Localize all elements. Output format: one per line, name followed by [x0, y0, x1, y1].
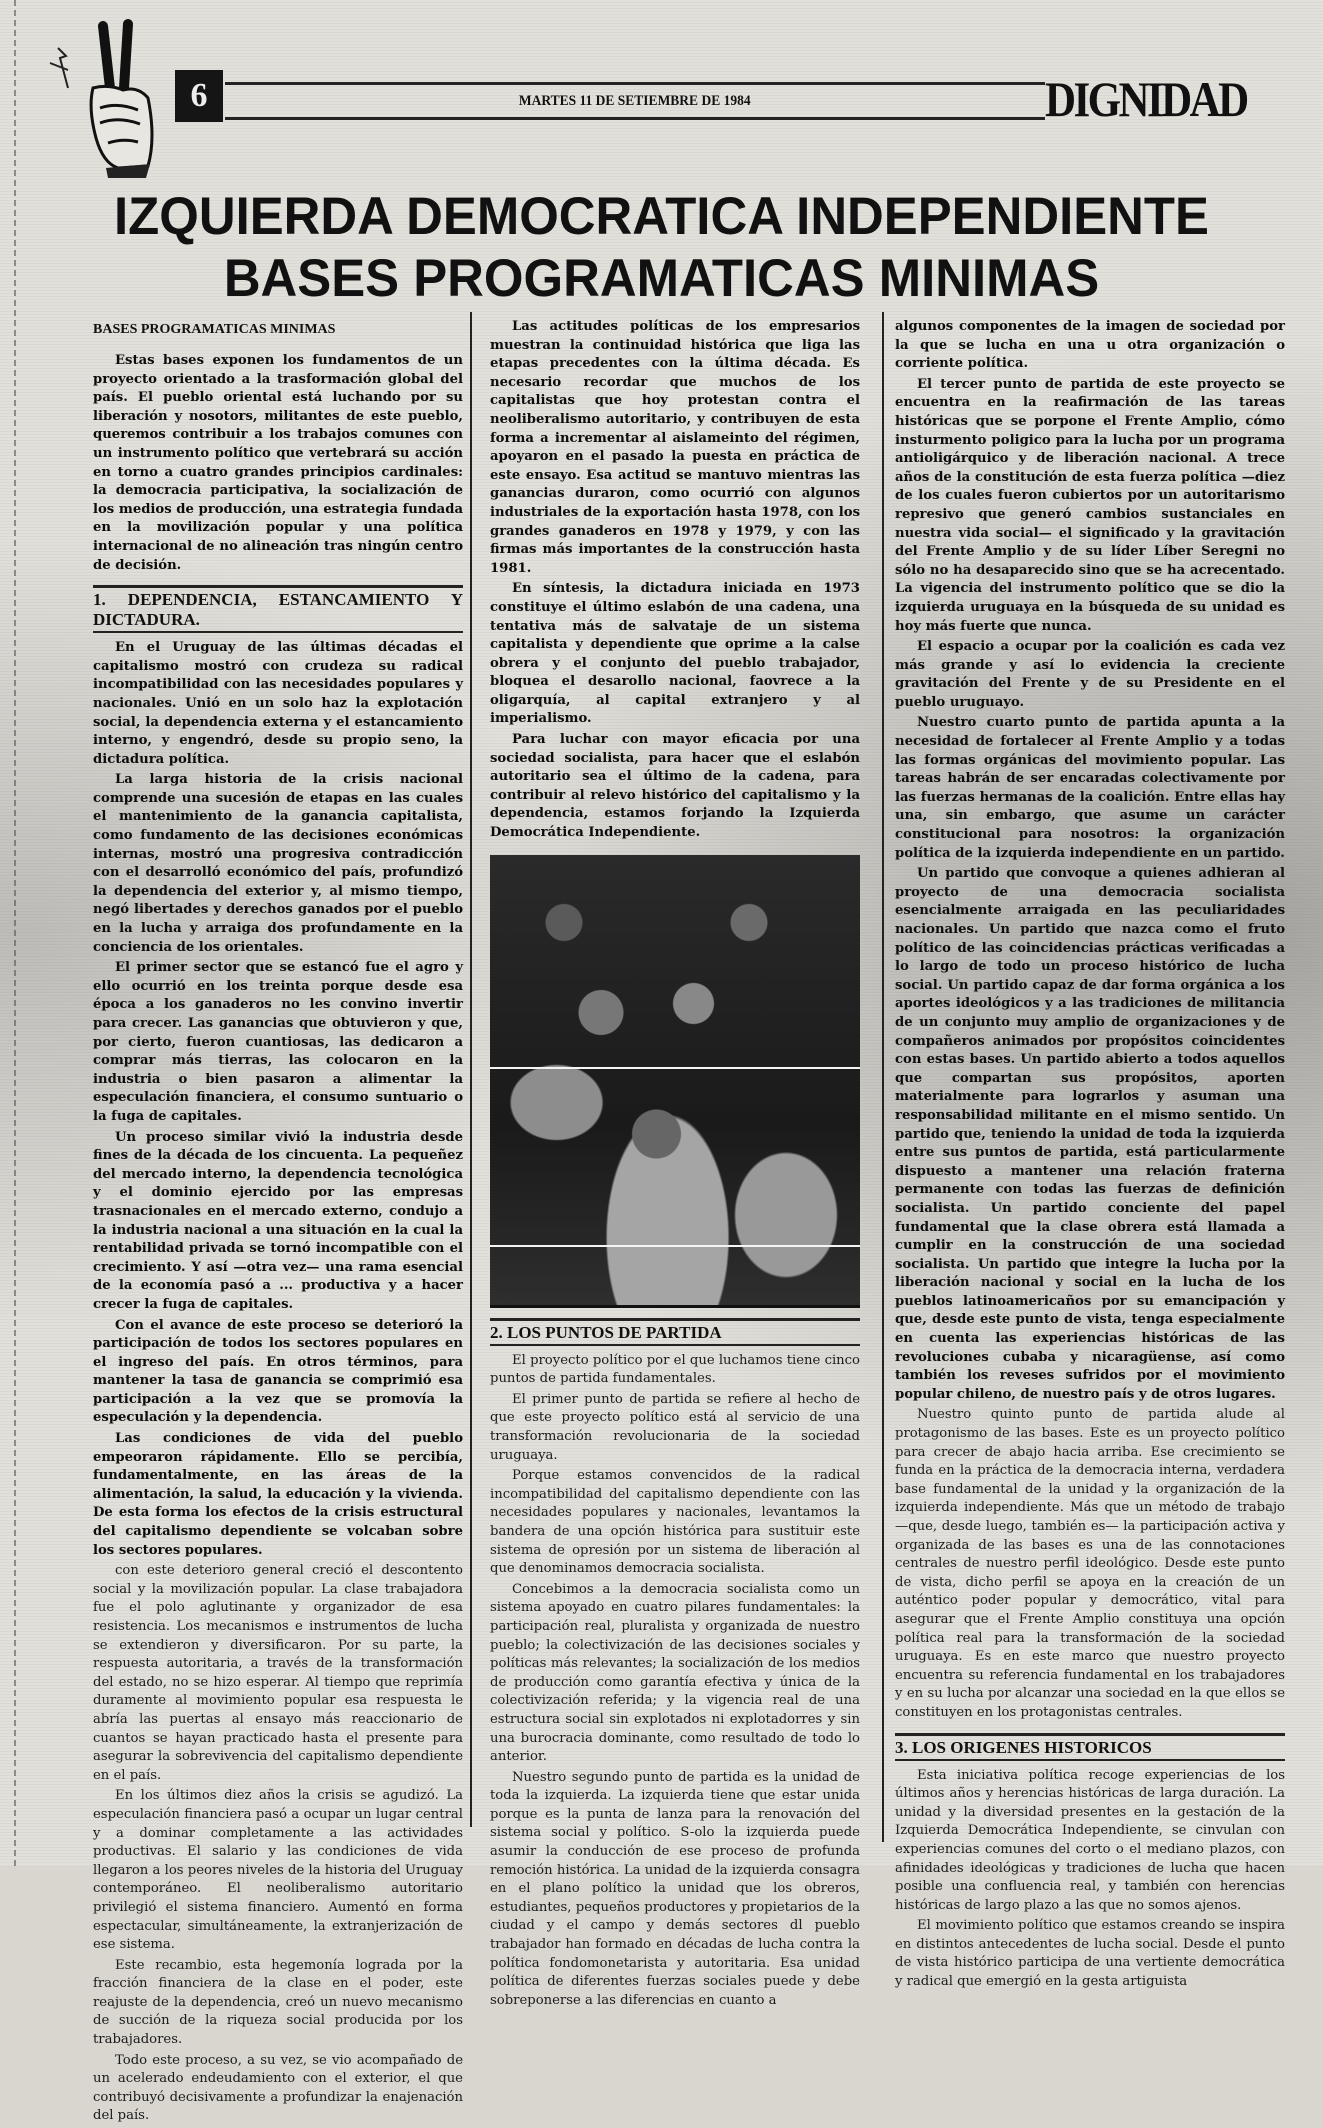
- page-number: 6: [175, 70, 223, 122]
- paragraph: Nuestro cuarto punto de partida apunta a la necesidad de fortalecer al Frente Amplio y a todas las formas orgánicas del movimiento popular. Las tareas habrán de ser encaradas colectivamente por las fuerzas hermanas de la coalición. Entre ellas hay una, sin embargo, que asume un carácter constitucional para nosotros: la organización política de la izquierda independiente en un partido.: [895, 715, 1285, 861]
- paragraph: Todo este proceso, a su vez, se vio acompañado de un acelerado endeudamiento con el exterior, el que contribuyó decisivamente a profundizar la enajenación del país.: [93, 2052, 463, 2124]
- paragraph: Esta iniciativa política recoge experiencias de los últimos años y herencias históricas de larga duración. La unidad y la diversidad presentes en la gestación de la Izquierda Democrática Independiente, se cinvulan con experiencias comunes del corto o el mediano plazos, con afinidades ideológicas y tradiciones de lucha que hacen posible una confluencia real, y también con herencias históricas de largo plazo a las que no somos ajenos.: [895, 1767, 1285, 1913]
- headline-line-1: IZQUIERDA DEMOCRATICA INDEPENDIENTE: [114, 187, 1209, 246]
- paragraph: El primer punto de partida se refiere al hecho de que este proyecto político está al servicio de una transformación revolucionaria de la sociedad uruguaya.: [490, 1391, 860, 1463]
- scan-artifact: [490, 1245, 860, 1247]
- paragraph: El proyecto político por el que luchamos tiene cinco puntos de partida fundamentales.: [490, 1352, 860, 1387]
- article-column-2: [490, 318, 860, 2012]
- paragraph: Un proceso similar vivió la industria desde fines de la década de los cincuenta. La pequeñez del mercado interno, la dependencia tecnológica y el dominio ejercido por las empresas trasnacionales en el mercado externo, condujo a la industria nacional a una situación en la cual la rentabilidad privada se tornó incompatible con el crecimiento. Y así —otra vez— una rama esencial de la economía pasó a ... productiva y a hacer crecer la fuga de capitales.: [93, 1129, 463, 1312]
- paragraph: Las condiciones de vida del pueblo empeoraron rápidamente. Ello se percibía, fundamentalmente, en las áreas de la alimentación, la salud, la educación y la vivienda. De esta forma los efectos de la crisis estructural del capitalismo dependiente se volcaban sobre los sectores populares.: [93, 1431, 463, 1558]
- intro-title: BASES PROGRAMATICAS MINIMAS: [93, 322, 336, 337]
- paragraph: La larga historia de la crisis nacional comprende una sucesión de etapas en las cuales el mantenimiento de la ganancia capitalista, como fundamento de las decisiones económicas internas, mostró una progresiva contradicción con el desarrolló económico del país, profundizó la dependencia del exterior y, al mismo tiempo, negó libertades y derechos ganados por el pueblo en la lucha y arraiga dos profundamente en la conciencia de los orientales.: [93, 772, 463, 955]
- paragraph: Este recambio, esta hegemonía lograda por la fracción financiera de la clase en el poder, este reajuste de la dependencia, creó un nuevo mecanismo de succión de la riqueza social producida por los trabajadores.: [93, 1957, 463, 2048]
- paragraph: En los últimos diez años la crisis se agudizó. La especulación financiera pasó a ocupar un lugar central y a dominar completamente a las actividades productivas. El salario y las condiciones de vida llegaron a los peores niveles de la historia del Uruguay contemporáneo. El neoliberalismo autoritario privilegió el sistema financiero. Aumentó en forma espectacular, simultáneamente, la extranjerización de ese sistema.: [93, 1788, 463, 1953]
- paragraph: En el Uruguay de las últimas décadas el capitalismo mostró con crudeza su radical incompatibilidad con las necesidades populares y nacionales. Unió en un solo haz la explotación social, la dependencia externa y el estancamiento interno, y engendró, desde su propio seno, la dictadura política.: [93, 640, 463, 767]
- victory-hand-icon: [38, 18, 168, 178]
- crowd-photo: [490, 855, 860, 1308]
- paragraph: Con el avance de este proceso se deterioró la participación de todos los sectores populares en el ingreso del país. En otros términos, para mantener la tasa de ganancia se comprimió esa participación a la vez que se promovía la especulación y la dependencia.: [93, 1317, 463, 1426]
- date-band: [225, 82, 1045, 120]
- headline-line-2: BASES PROGRAMATICAS MINIMAS: [223, 249, 1100, 308]
- paragraph: El espacio a ocupar por la coalición es cada vez más grande y así lo evidencia la creciente gravitación del Frente y de su Presidente en el pueblo uruguayo.: [895, 639, 1285, 710]
- page-edge-perforation: [14, 0, 18, 1866]
- paragraph: El movimiento político que estamos creando se inspira en distintos antecedentes de lucha social. Desde el punto de vista histórico participa de una vertiente democrática y radical que emergió en la gesta artiguista: [895, 1918, 1285, 1990]
- newspaper-name: DIGNIDAD: [1045, 71, 1247, 127]
- paragraph: Nuestro quinto punto de partida alude al protagonismo de las bases. Este es un proyecto político para crecer de abajo hacia arriba. Ese crecimiento se funda en la práctica de la democracia interna, verdadera base fundamental de la unidad y la organización de la izquierda independiente. Más que un método de trabajo —que, desde luego, también es— la participación activa y organizada de las bases es una de las connotaciones centrales de nuestro perfil ideológico. Desde este punto de vista, dicho perfil se apoya en la creación de un auténtico poder popular y democrático, vital para asegurar que el Frente Amplio constituya una opción política real para la transformación de la sociedad uruguaya. Es en este marco que nuestro proyecto encuentra su referencia fundamental en los trabajadores y en su lucha por alcanzar una sociedad en la que ellos se constituyen en los protagonistas centrales.: [895, 1407, 1285, 1720]
- scan-artifact: [490, 1067, 860, 1069]
- paragraph: Porque estamos convencidos de la radical incompatibilidad del capitalismo dependiente con las necesidades populares y nacionales, levantamos la bandera de una opción histórica para sustituir este sistema de opresión por un sistema de liberación al que denominamos democracia socialista.: [490, 1468, 860, 1577]
- paragraph: Las actitudes políticas de los empresarios muestran la continuidad histórica que liga las etapas precedentes con la última década. Es necesario recordar que muchos de los capitalistas que hoy protestan contra el neoliberalismo autoritario, y contribuyen de esta forma a incrementar al aislameinto del régimen, apoyaron en el pasado la puesta en práctica de este ensayo. Esa actitud se mantuvo mientras las ganancias duraron, como ocurrió con algunos industriales de la exportación hasta 1978, con los grandes ganaderos en 1978 y 1979, y con las firmas más importantes de la construcción hasta 1981.: [490, 319, 860, 576]
- section-title-2: 2. LOS PUNTOS DE PARTIDA: [490, 1318, 860, 1346]
- section-title-1: 1. DEPENDENCIA, ESTANCAMIENTO Y DICTADURA.: [93, 585, 463, 633]
- paragraph: Nuestro segundo punto de partida es la unidad de toda la izquierda. La izquierda tiene que estar unida porque es la punta de lanza para la renovación del sistema social y político. S-olo la izquierda puede asumir la conducción de ese proceso de profunda remoción histórica. La unidad de la izquierda consagra en el plano político la unidad que los obreros, estudiantes, pequeños productores y propietarios de la ciudad y el campo y demás sectores dl pueblo trabajador han formado en décadas de lucha contra la política fondomonetarista y autoritaria. Esa unidad política de diferentes fuerzas sociales puede y debe sobreponerse a las diferencias en cuanto a: [490, 1769, 860, 2008]
- paragraph: El tercer punto de partida de este proyecto se encuentra en la reafirmación de las tareas históricas que se porpone el Frente Amplio, cómo insturmento poligico para la lucha por un programa antioligárquico y de liberación nacional. A trece años de la constitución de esta fuerza política —diez de los cuales fueron cubiertos por un autoritarismo represivo que generó cambios sustanciales en nuestra vida social— el significado y la gravitación del Frente Amplio y de su líder Líber Seregni no sólo no ha desaparecido sino que se ha acrecentado. La vigencia del instrumento político que se dio la izquierda uruguaya en la búsqueda de su unidad es hoy más fuerte que nunca.: [895, 376, 1285, 634]
- column-divider: [470, 312, 472, 1827]
- paragraph: Concebimos a la democracia socialista como un sistema apoyado en cuatro pilares fundamentales: la participación real, pluralista y organizada de nuestro pueblo; la colectivización de las decisiones sociales y políticas más relevantes; la socialización de los medios de producción como garantía efectiva y única de la colectivización referida; y la vigencia real de una estructura social sin explotados ni explotadorres y sin una burocracia dominante, como resultado de todo lo anterior.: [490, 1581, 860, 1765]
- paragraph: El primer sector que se estancó fue el agro y ello ocurrió en los treinta porque desde esa época a los ganaderos no les convino invertir para crecer. Las ganancias que obtuvieron y que, por cierto, fueron cuantiosas, las dedicaron a comprar más tierras, las colocaron en la industria o bien pasaron a alimentar la especulación financiera, el consumo suntuario o la fuga de capitales.: [93, 960, 463, 1124]
- column-divider: [882, 312, 884, 1842]
- article-column-1: [93, 318, 463, 2128]
- paragraph: En síntesis, la dictadura iniciada en 1973 constituye el último eslabón de una cadena, una tentativa más de salvataje de un sistema capitalista y dependiente que oprime a la calse obrera y el conjunto del pueblo trabajador, bloquea el desarollo nacional, faovrece a la oligarquía, al capital extranjero y al imperialismo.: [490, 581, 860, 727]
- article-column-3: [895, 318, 1285, 1994]
- paragraph: con este deterioro general creció el descontento social y la movilización popular. La clase trabajadora fue el polo aglutinante y organizador de esa resistencia. Los mecanismos e instrumentos de lucha se extendieron y diversificaron. Por su parte, la respuesta autoritaria, a través de la transformación del estado, no se hizo esperar. Al tiempo que reprimía duramente al movimiento popular esa respuesta le abría las puertas al ensayo más reaccionario de cuantos se hayan practicado hasta el presente para asegurar la sobrevivencia del capitalismo dependiente en el país.: [93, 1563, 463, 1783]
- paragraph: Para luchar con mayor eficacia por una sociedad socialista, para hacer que el eslabón autoritario sea el último de la cadena, para contribuir al relevo histórico del capitalismo y la dependencia, estamos forjando la Izquierda Democrática Independiente.: [490, 732, 860, 841]
- intro-paragraph: Estas bases exponen los fundamentos de un proyecto orientado a la trasformación global del país. El pueblo oriental está luchando por su liberación y nosotors, militantes de este pueblo, queremos contribuir a los trabajos comunes con un instrumento político que vertebrará su acción en torno a cuatro grandes principios cardinales: la democracia participativa, la socialización de los medios de producción, una estrategia fundada en la movilización popular y una política internacional de no alineación tras ningún centro de decisión.: [93, 353, 463, 573]
- paragraph: algunos componentes de la imagen de sociedad por la que se lucha en una u otra organización o corriente política.: [895, 319, 1285, 372]
- section-title-3: 3. LOS ORIGENES HISTORICOS: [895, 1733, 1285, 1761]
- issue-date: MARTES 11 DE SETIEMBRE DE 1984: [519, 92, 751, 109]
- paragraph: Un partido que convoque a quienes adhieran al proyecto de una democracia socialista esencialmente arraigada en las peculiaridades nacionales. Un partido que nazca como el fruto político de las coincidencias prácticas verificadas a lo largo de todo un proceso histórico de lucha social. Un partido capaz de dar forma orgánica a los aportes ideológicos y a las tradiciones de militancia de un conjunto muy amplio de organizaciones y de compañeros animados por propósitos coincidentes con estas bases. Un partido abierto a todos aquellos que compartan sus propósitos, aporten materialmente para lograrlos y asuman una responsabilidad militante en el mismo sentido. Un partido que, teniendo la unidad de toda la izquierda entre sus puntos de partida, está particularmente dispuesto a mantener una relación fraterna permanente con todas las fuerzas de definición socialista. Un partido conciente del papel fundamental que la clase obrera está llamada a cumplir en la construcción de una sociedad socialista. Un partido que integre la lucha por la liberación nacional y social en la lucha de los pueblos latinoamericaños por su emancipación y que, desde este punto de vista, tenga especialmente en cuenta las experiencias históricas de las revoluciones cubaba y nicaragüense, así como también los reveses sufridos por el movimiento popular chileno, de nuestro país y de otros lugares.: [895, 866, 1285, 1402]
